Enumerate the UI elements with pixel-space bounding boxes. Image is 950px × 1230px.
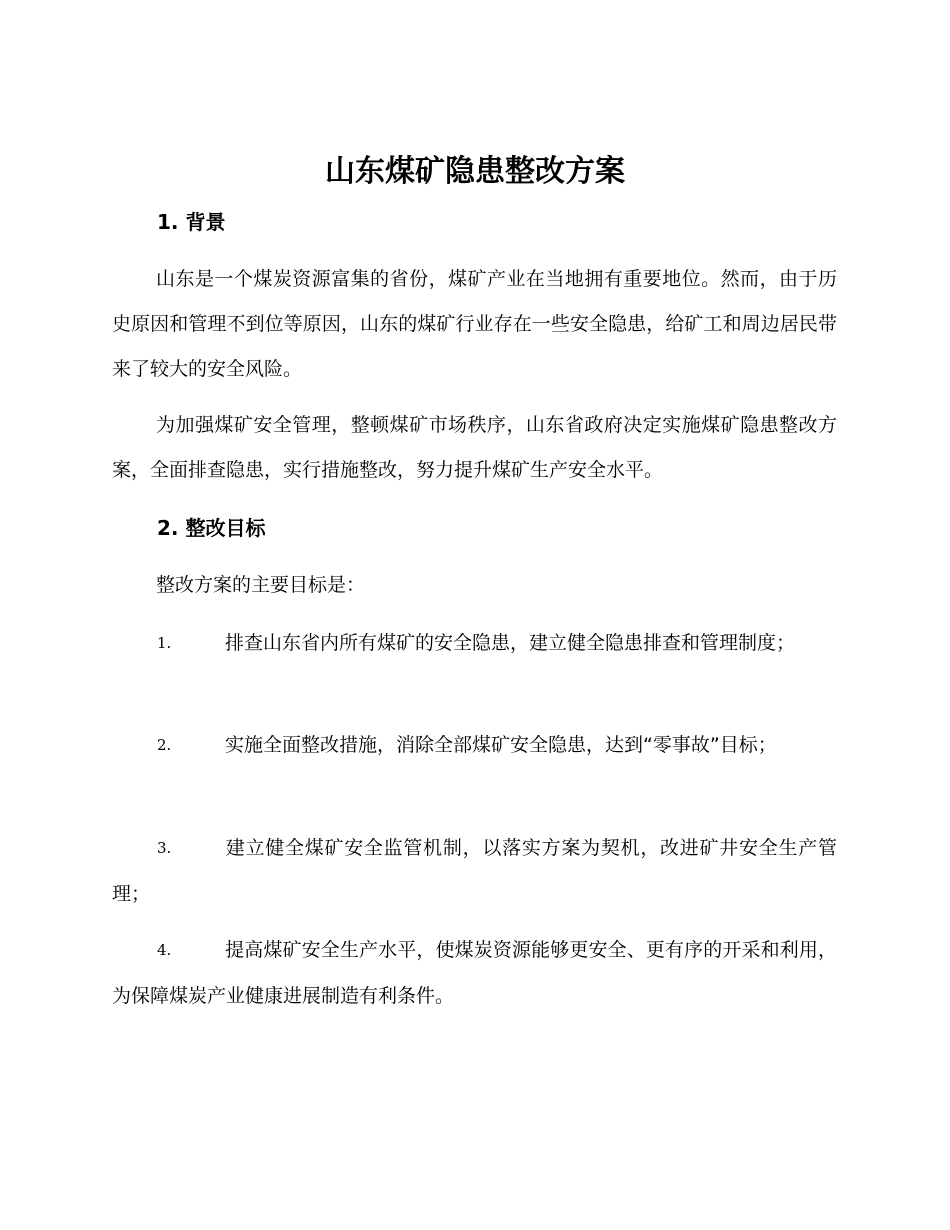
goals-intro: 整改方案的主要目标是：	[156, 574, 366, 596]
list-number: 4.	[157, 941, 172, 959]
background-paragraph-2: 为加强煤矿安全管理，整顿煤矿市场秩序，山东省政府决定实施煤矿隐患整改方案，全面排查隐患，实行措施整改，努力提升煤矿生产安全水平。	[112, 414, 837, 481]
list-item-text: 提高煤矿安全生产水平，使煤炭资源能够更安全、更有序的开采和利用，为保障煤炭产业健康进展制造有利条件。	[112, 939, 837, 1007]
list-number: 2.	[157, 736, 172, 754]
list-item-text: 实施全面整改措施，消除全部煤矿安全隐患，达到“零事故”目标；	[225, 734, 777, 756]
section-heading-goals: 2. 整改目标	[157, 516, 266, 540]
section-heading-background: 1. 背景	[157, 210, 226, 234]
list-item-text: 建立健全煤矿安全监管机制，以落实方案为契机，改进矿井安全生产管理；	[112, 837, 837, 905]
list-item-text: 排查山东省内所有煤矿的安全隐患，建立健全隐患排查和管理制度；	[225, 632, 796, 654]
goal-list-item	[112, 927, 837, 1019]
document-title: 山东煤矿隐患整改方案	[325, 154, 625, 189]
goal-list-item	[112, 620, 837, 666]
goal-list-item	[112, 722, 837, 768]
background-paragraph-1: 山东是一个煤炭资源富集的省份，煤矿产业在当地拥有重要地位。然而，由于历史原因和管理不到位等原因，山东的煤矿行业存在一些安全隐患，给矿工和周边居民带来了较大的安全风险。	[112, 268, 837, 380]
goal-list-item	[112, 825, 837, 917]
list-number: 3.	[157, 839, 172, 857]
list-number: 1.	[157, 634, 172, 652]
